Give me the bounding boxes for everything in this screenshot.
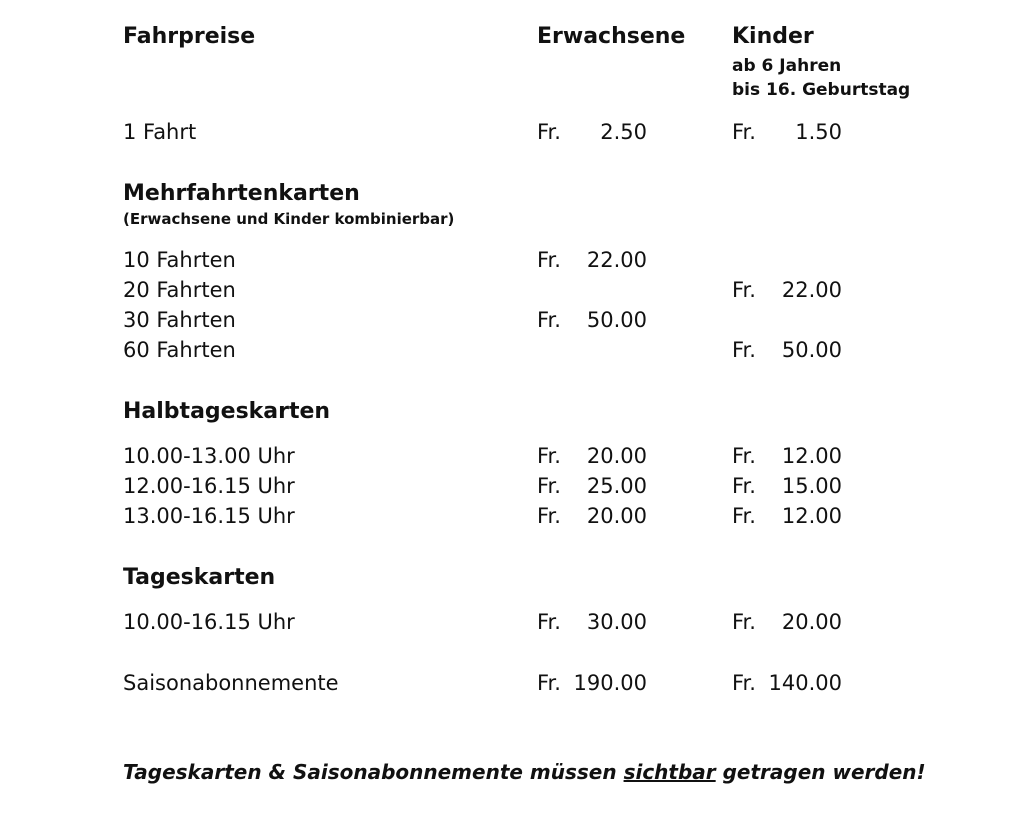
currency: Fr. xyxy=(537,308,561,332)
currency: Fr. xyxy=(732,610,756,634)
single-ride-label: 1 Fahrt xyxy=(123,120,197,144)
children-age-note: ab 6 Jahren xyxy=(732,56,842,76)
child-price xyxy=(732,504,842,532)
season-label: Saisonabonnemente xyxy=(123,671,339,695)
single-child-price xyxy=(732,120,842,148)
children-age-limit: bis 16. Geburtstag xyxy=(732,80,911,100)
currency: Fr. xyxy=(732,338,756,362)
currency: Fr. xyxy=(732,504,756,528)
section-title-day: Tageskarten xyxy=(123,565,276,590)
currency: Fr. xyxy=(537,671,561,695)
child-price xyxy=(732,338,842,366)
price-value: 1.50 xyxy=(795,120,842,144)
row-label: 10.00-16.15 Uhr xyxy=(123,610,295,634)
currency: Fr. xyxy=(537,504,561,528)
season-child-price xyxy=(732,671,842,699)
price-value: 50.00 xyxy=(586,308,647,332)
child-price xyxy=(732,444,842,472)
footer-note xyxy=(123,760,926,784)
adult-price xyxy=(537,474,647,502)
price-value: 20.00 xyxy=(586,444,647,468)
child-price xyxy=(732,278,842,306)
header-children: Kinder xyxy=(732,24,814,49)
price-value: 20.00 xyxy=(781,610,842,634)
currency: Fr. xyxy=(537,444,561,468)
price-value: 30.00 xyxy=(586,610,647,634)
adult-price xyxy=(537,444,647,472)
currency: Fr. xyxy=(537,248,561,272)
section-title-multi: Mehrfahrtenkarten xyxy=(123,181,360,206)
child-price xyxy=(732,474,842,502)
currency: Fr. xyxy=(732,278,756,302)
price-value: 12.00 xyxy=(781,504,842,528)
row-label: 10.00-13.00 Uhr xyxy=(123,444,295,468)
row-label: 30 Fahrten xyxy=(123,308,236,332)
price-value: 140.00 xyxy=(768,671,842,695)
currency: Fr. xyxy=(732,120,756,144)
row-label: 20 Fahrten xyxy=(123,278,236,302)
price-value: 12.00 xyxy=(781,444,842,468)
currency: Fr. xyxy=(732,444,756,468)
price-value: 190.00 xyxy=(573,671,647,695)
footer-text-before: Tageskarten & Saisonabonnemente müssen xyxy=(123,760,624,784)
currency: Fr. xyxy=(732,671,756,695)
row-label: 60 Fahrten xyxy=(123,338,236,362)
season-adult-price xyxy=(537,671,647,699)
title-fahrpreise: Fahrpreise xyxy=(123,24,256,49)
single-adult-price xyxy=(537,120,647,148)
price-value: 15.00 xyxy=(781,474,842,498)
footer-text-underlined: sichtbar xyxy=(623,760,716,784)
currency: Fr. xyxy=(537,610,561,634)
price-value: 50.00 xyxy=(781,338,842,362)
adult-price xyxy=(537,504,647,532)
row-label: 10 Fahrten xyxy=(123,248,236,272)
currency: Fr. xyxy=(537,474,561,498)
header-adults: Erwachsene xyxy=(537,24,686,49)
adult-price xyxy=(537,610,647,638)
row-label: 12.00-16.15 Uhr xyxy=(123,474,295,498)
price-value: 20.00 xyxy=(586,504,647,528)
currency: Fr. xyxy=(537,120,561,144)
price-value: 25.00 xyxy=(586,474,647,498)
price-value: 22.00 xyxy=(586,248,647,272)
footer-text-after: getragen werden! xyxy=(715,760,926,784)
currency: Fr. xyxy=(732,474,756,498)
adult-price xyxy=(537,308,647,336)
multi-note: (Erwachsene und Kinder kombinierbar) xyxy=(123,210,455,228)
section-title-half: Halbtageskarten xyxy=(123,399,331,424)
price-value: 2.50 xyxy=(600,120,647,144)
child-price xyxy=(732,610,842,638)
price-value: 22.00 xyxy=(781,278,842,302)
row-label: 13.00-16.15 Uhr xyxy=(123,504,295,528)
adult-price xyxy=(537,248,647,276)
